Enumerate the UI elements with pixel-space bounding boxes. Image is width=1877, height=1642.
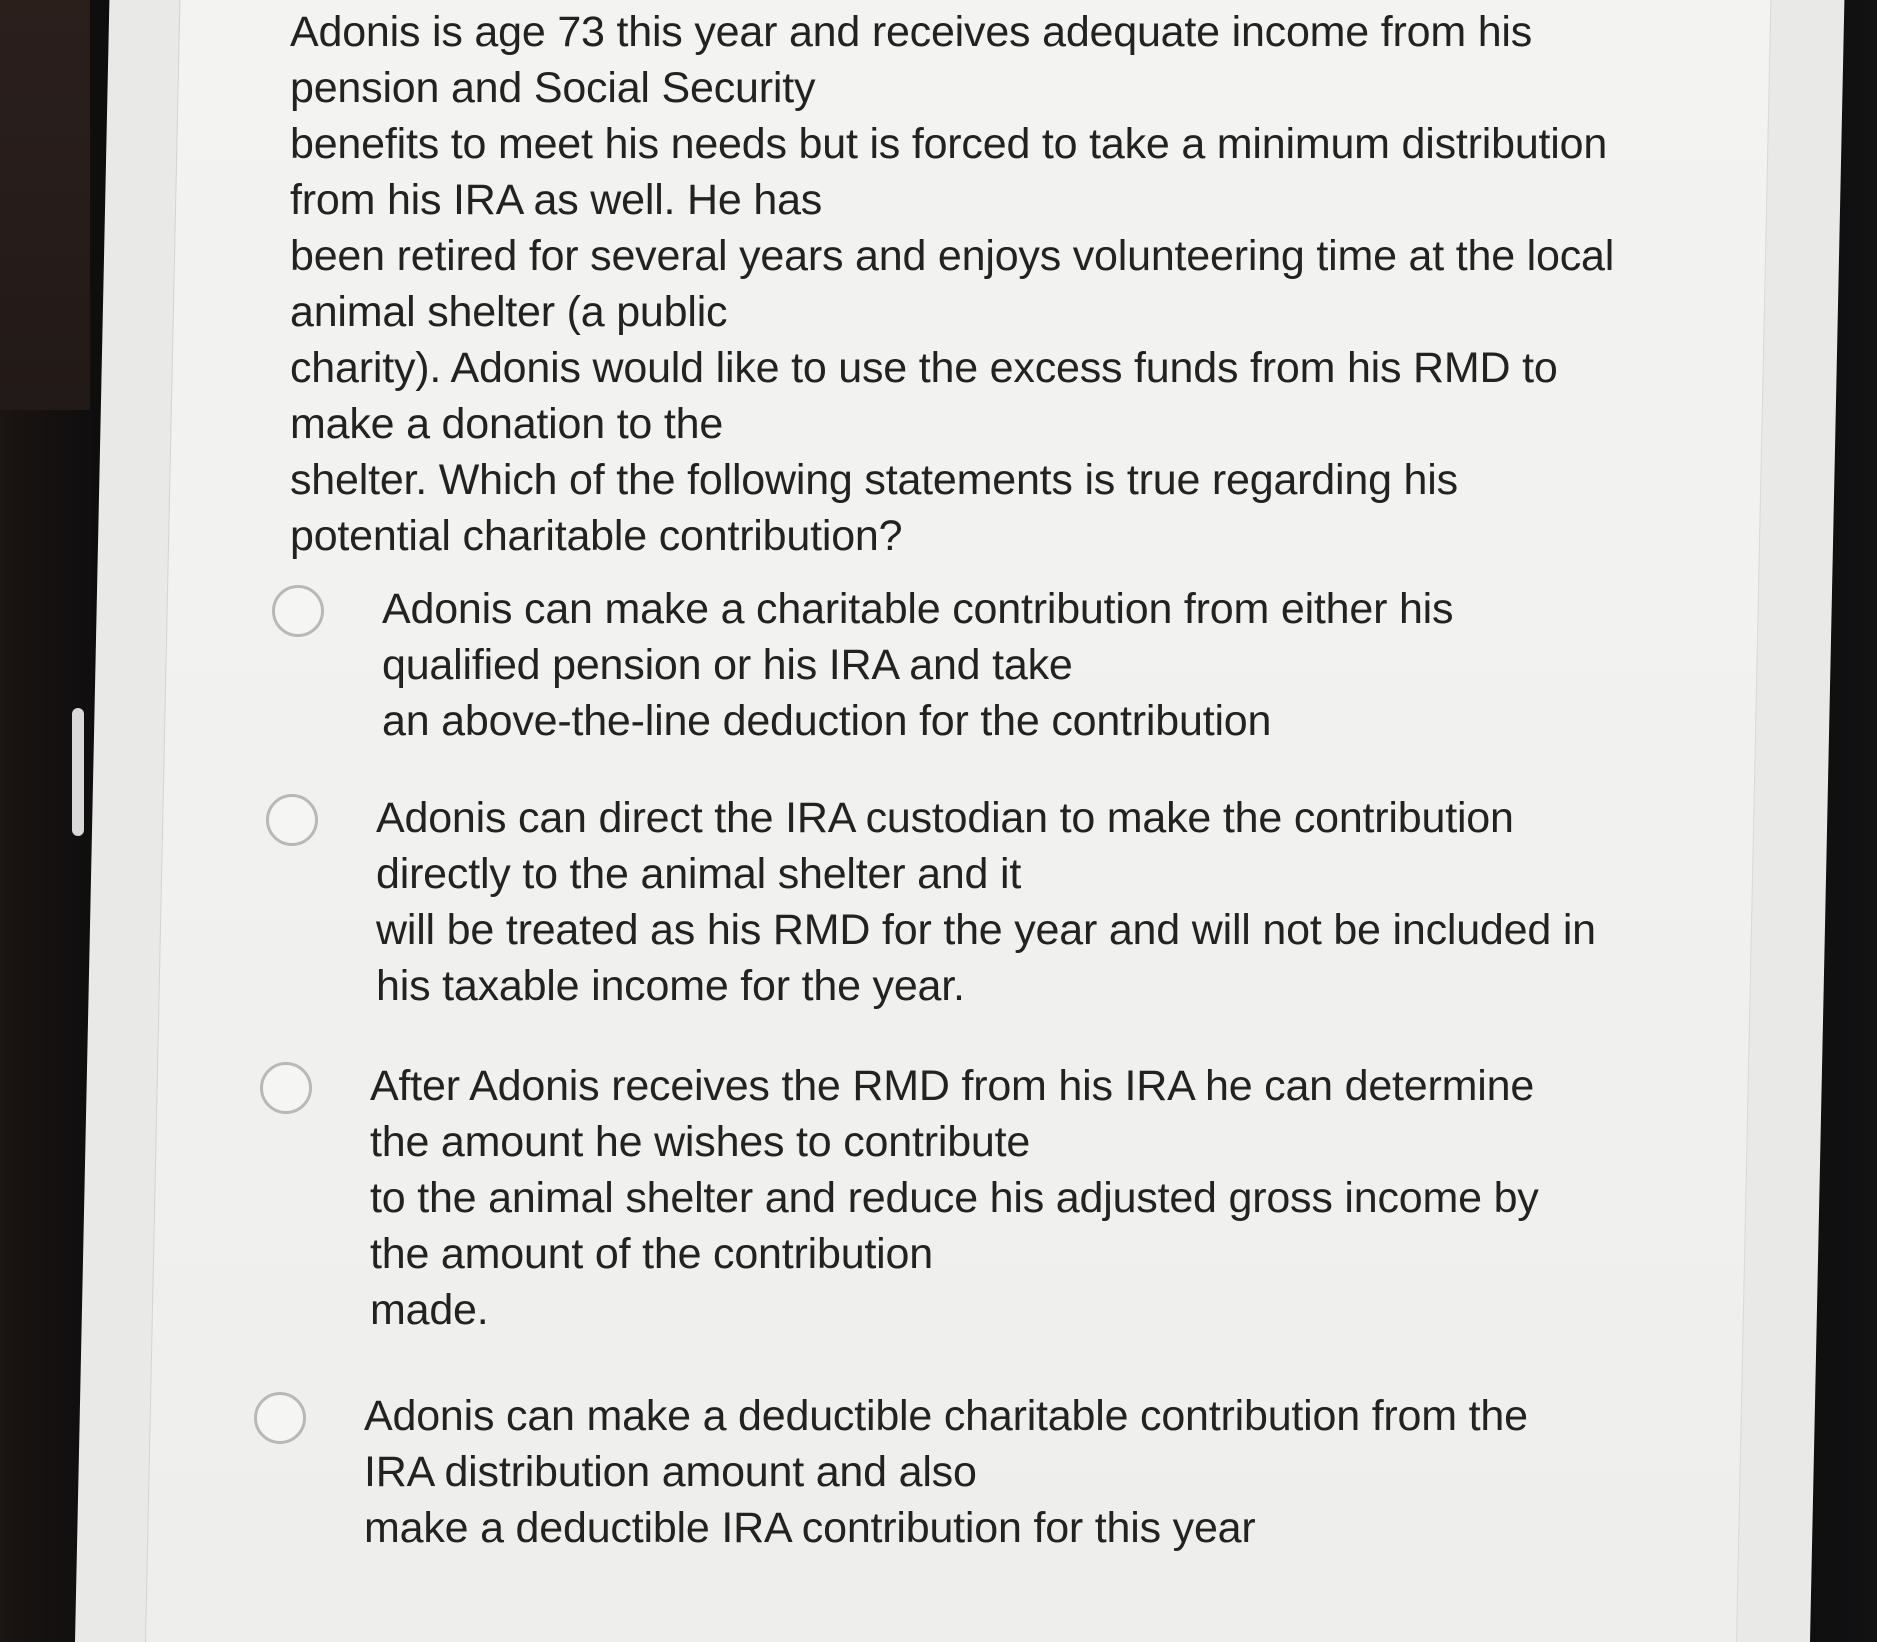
radio-button-4[interactable] [254,1392,306,1444]
answer-text-4: Adonis can make a deductible charitable contribution from the IRA distribution amount and also make a deductible IRA contribution for this year [364,1392,1528,1552]
radio-button-2[interactable] [266,794,318,846]
answer-text-1: Adonis can make a charitable contribution from either his qualified pension or his IRA and take an above-the-line deduction for the contribution [382,585,1454,745]
answer-text-2: Adonis can direct the IRA custodian to make the contribution directly to the animal shelter and it will be treated as his RMD for the year and will not be included in his taxable income for the year. [376,794,1596,1010]
answer-text-3: After Adonis receives the RMD from his IRA he can determine the amount he wishes to contribute to the animal shelter and reduce his adjusted gross income by the amount of the contribution made. [370,1062,1539,1334]
side-handle[interactable] [72,708,84,836]
radio-button-3[interactable] [260,1062,312,1114]
question-text: Adonis is age 73 this year and receives adequate income from his pension and Social Security benefits to meet his needs but is forced to take a minimum distribution from his IRA as well. He has been retired for several years and enjoys volunteering time at the local animal shelter (a public charity). Adonis would like to use the excess funds from his RMD to make a donation to the shelter. Which of the following statements is true regarding his potential charitable contribution? [290,8,1615,560]
device-bezel [0,0,90,410]
radio-button-1[interactable] [272,585,324,637]
